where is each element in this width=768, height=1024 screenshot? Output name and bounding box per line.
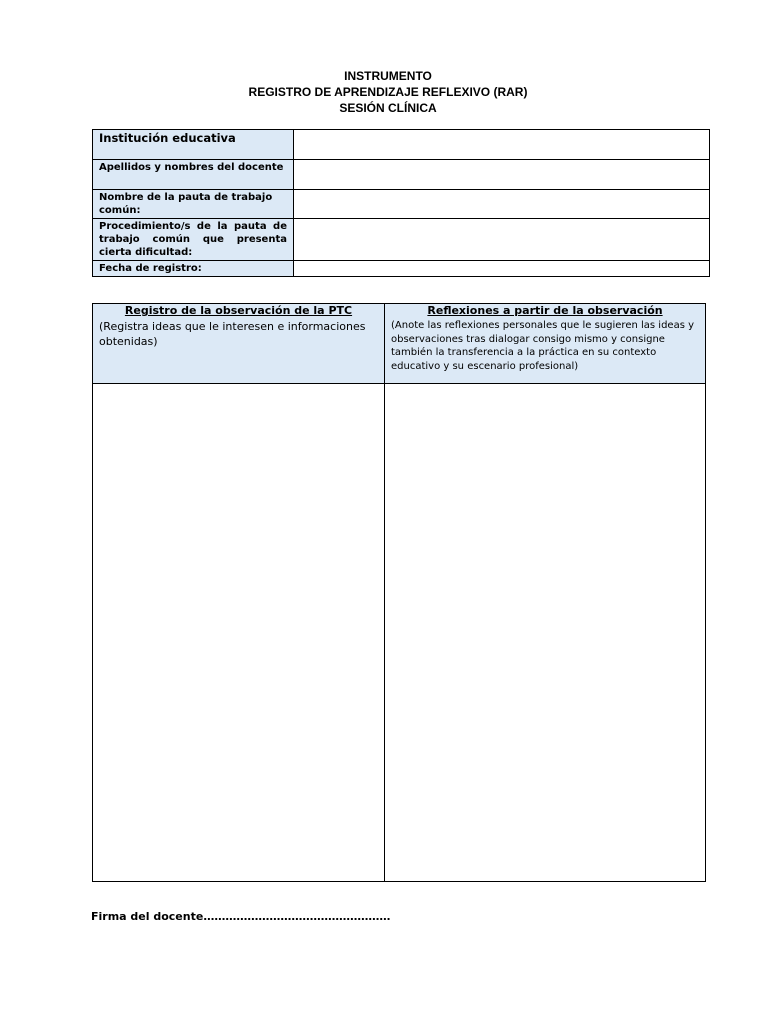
header-title: REGISTRO DE APRENDIZAJE REFLEXIVO (RAR) (248, 85, 528, 99)
institution-field[interactable] (294, 130, 710, 160)
reflection-entry-area[interactable] (385, 384, 706, 882)
observation-table (92, 303, 706, 882)
reflection-subtitle: (Anote las reflexiones personales que le sugieren las ideas y observaciones tras dialogar consigo mismo y consigne también la transferencia a la práctica en su contexto educativo y su escenario profesional) (391, 320, 695, 372)
info-row-date (93, 261, 710, 277)
document-header (0, 68, 768, 116)
info-row-procedure (93, 219, 710, 261)
observation-header-row (93, 304, 706, 384)
info-row-institution (93, 130, 710, 160)
teacher-name-label: Apellidos y nombres del docente (93, 160, 294, 190)
signature-line: Firma del docente…………………………………………… (91, 910, 391, 923)
reflection-title: Reflexiones a partir de la observación (427, 304, 663, 317)
teacher-name-field[interactable] (294, 160, 710, 190)
date-label: Fecha de registro: (93, 261, 294, 277)
info-table (92, 129, 710, 277)
procedure-field[interactable] (294, 219, 710, 261)
guideline-name-field[interactable] (294, 190, 710, 219)
observation-entry-area[interactable] (93, 384, 385, 882)
institution-label: Institución educativa (93, 130, 294, 160)
reflection-header-right (385, 304, 706, 384)
observation-body-row (93, 384, 706, 882)
observation-header-left (93, 304, 385, 384)
info-row-teacher (93, 160, 710, 190)
procedure-label: Procedimiento/s de la pauta de trabajo común que presenta cierta dificultad: (93, 219, 294, 261)
date-field[interactable] (294, 261, 710, 277)
info-row-guideline (93, 190, 710, 219)
observation-subtitle: (Registra ideas que le interesen e informaciones obtenidas) (99, 320, 366, 348)
header-instrument: INSTRUMENTO (344, 69, 432, 83)
guideline-name-label: Nombre de la pauta de trabajo común: (93, 190, 294, 219)
header-session: SESIÓN CLÍNICA (339, 101, 437, 115)
observation-title: Registro de la observación de la PTC (124, 304, 353, 317)
